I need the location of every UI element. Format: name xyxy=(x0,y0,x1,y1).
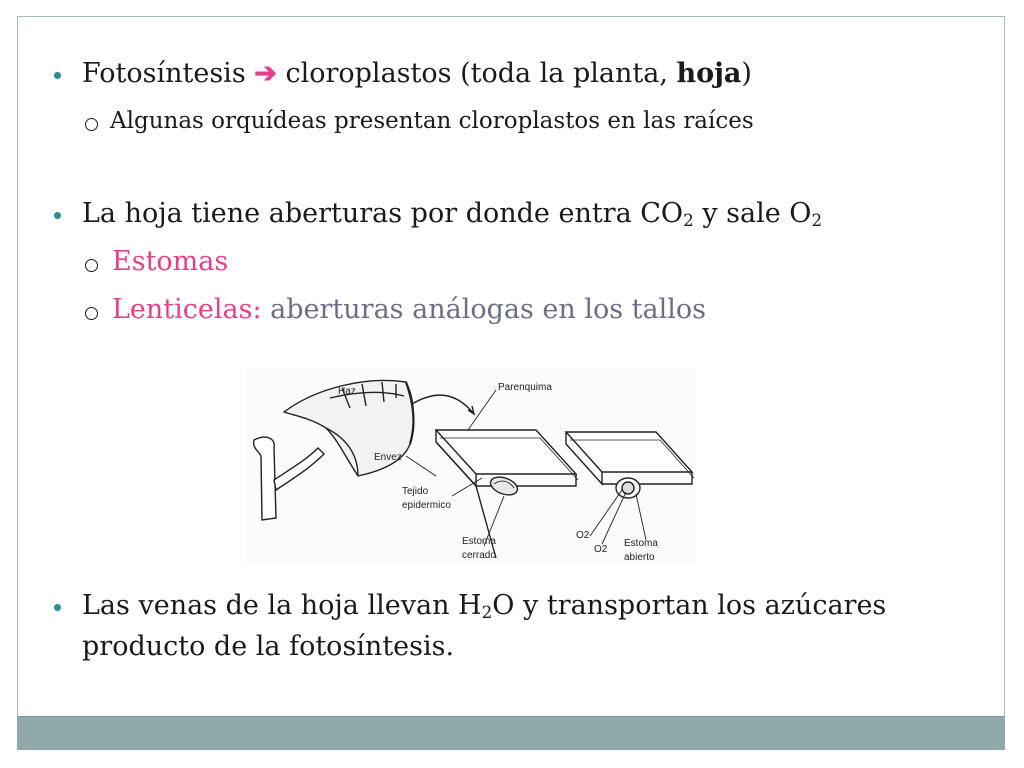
label-estoma-abierto: Estoma xyxy=(624,538,658,549)
label-parenquima: Parenquima xyxy=(498,382,552,393)
bullet-1-part: ) xyxy=(741,58,752,89)
label-abierto: abierto xyxy=(624,552,655,563)
lenticelas-description: aberturas análogas en los tallos xyxy=(261,294,707,325)
label-o2-a: O2 xyxy=(576,530,590,541)
sub-bullet-ring xyxy=(85,118,98,131)
label-epidermico: epidermico xyxy=(402,500,451,511)
bullet-2-part: La hoja tiene aberturas por donde entra CO xyxy=(82,198,684,229)
footer-bar xyxy=(17,716,1005,750)
bullet-dot xyxy=(54,212,61,219)
sub-bullet-ring xyxy=(85,259,98,272)
bullet-dot xyxy=(54,604,61,611)
bullet-1-text xyxy=(82,58,752,89)
bullet-2-part: y sale O xyxy=(693,198,812,229)
subscript: 2 xyxy=(683,210,694,231)
label-o2-b: O2 xyxy=(594,544,608,555)
sub-bullet-ring xyxy=(85,307,98,320)
bullet-dot xyxy=(54,72,61,79)
label-haz: Haz xyxy=(338,386,356,397)
bullet-3-part: Las venas de la hoja llevan H xyxy=(82,590,482,621)
bullet-1-part: cloroplastos (toda la planta, xyxy=(276,58,677,89)
leaf-stomata-figure xyxy=(246,368,696,566)
arrow-icon: ➔ xyxy=(254,58,277,89)
bullet-3-part: O y transportan los azúcares xyxy=(492,590,887,621)
label-envez: Envez xyxy=(374,452,402,463)
bullet-3-text xyxy=(82,590,886,621)
subscript: 2 xyxy=(481,602,493,623)
bullet-3-text-line-2: producto de la fotosíntesis. xyxy=(82,631,455,662)
bullet-2-sub-lenticelas xyxy=(112,294,706,325)
bullet-2-sub-estomas: Estomas xyxy=(112,246,229,277)
leaf-stomata-diagram xyxy=(246,368,696,566)
label-estoma-cerrado: Estoma xyxy=(462,536,496,547)
label-tejido: Tejido xyxy=(402,486,429,497)
bullet-1-bold: hoja xyxy=(676,58,742,89)
lenticelas-label: Lenticelas: xyxy=(112,294,262,325)
label-cerrado: cerrado xyxy=(462,550,496,561)
bullet-1-part: Fotosíntesis xyxy=(82,58,255,89)
bullet-1-sub-1: Algunas orquídeas presentan cloroplastos en las raíces xyxy=(110,108,754,134)
subscript: 2 xyxy=(811,210,823,231)
bullet-2-text xyxy=(82,198,822,229)
